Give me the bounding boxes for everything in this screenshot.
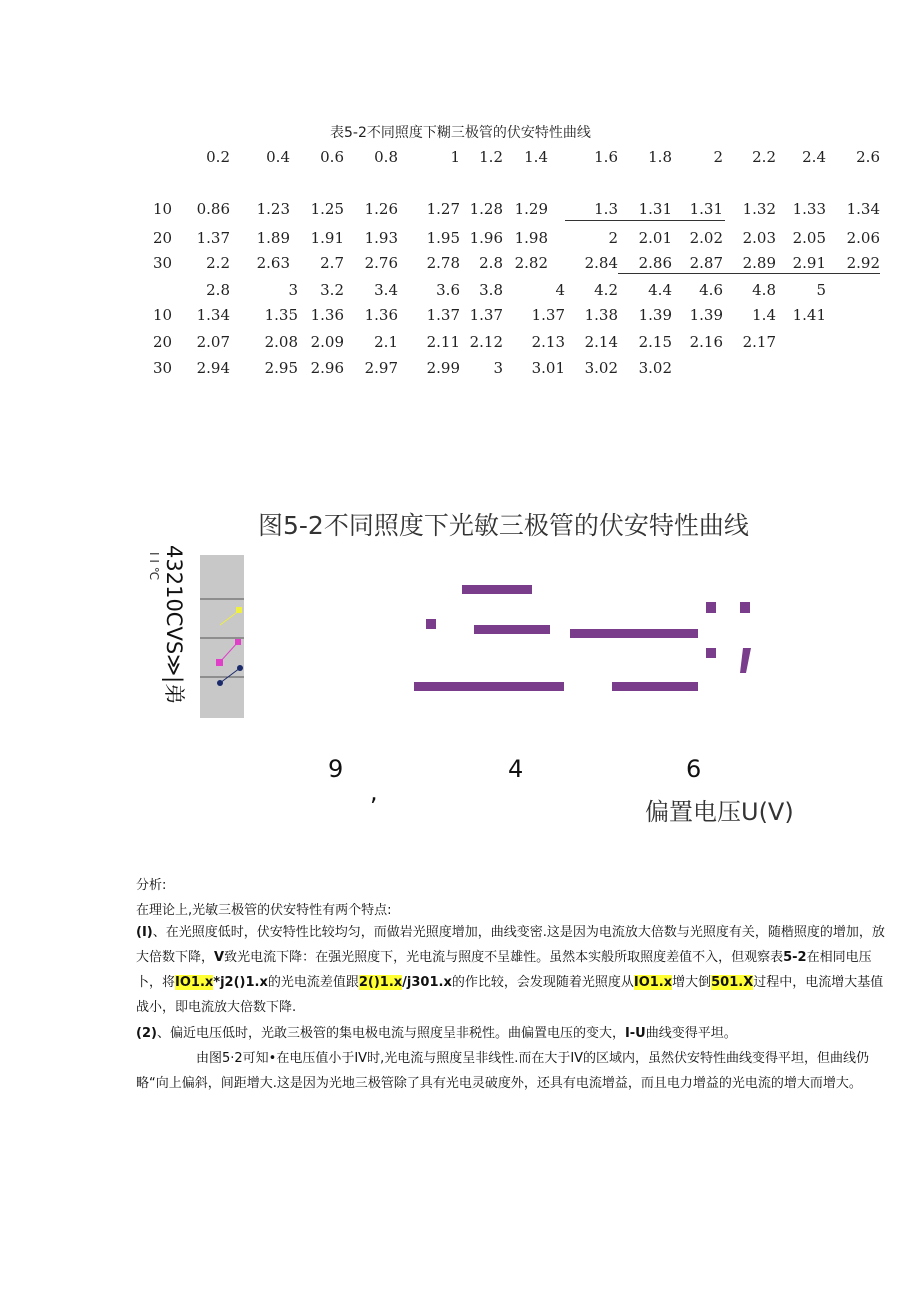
highlight: *j2()1.x: [213, 975, 268, 990]
table-cell: 3.01: [531, 359, 565, 377]
table-cell: 2.92: [846, 254, 880, 272]
table-cell: 2.94: [196, 359, 230, 377]
y-axis-label: 43210CVS≫|弟: [162, 545, 186, 705]
table-cell: 2.87: [689, 254, 723, 272]
table-cell: 1.91: [310, 229, 344, 247]
header-cell: 3.8: [479, 281, 503, 299]
table-cell: 1.41: [792, 306, 826, 324]
table-cell: 3.02: [584, 359, 618, 377]
table-cell: 1.34: [196, 306, 230, 324]
text: 的作比较，会发现随着光照度从: [451, 975, 634, 990]
header-cell: 2.8: [206, 281, 230, 299]
analysis-intro: 在理论上,光敏三极管的伏安特性有两个特点:: [136, 903, 392, 918]
header-cell: 2.2: [752, 148, 776, 166]
header-cell: 4.2: [594, 281, 618, 299]
series-point: [216, 659, 223, 666]
purple-stroke: [474, 625, 550, 634]
table-cell: 2.7: [320, 254, 344, 272]
table-cell: 1.39: [638, 306, 672, 324]
table-cell: 1.29: [514, 200, 548, 218]
table-cell: 1.93: [364, 229, 398, 247]
table-underline-1: [565, 220, 725, 221]
purple-dot: [426, 619, 436, 629]
table-caption: 表5-2不同照度下糊三极管的伏安特性曲线: [330, 125, 591, 141]
table-cell: 1.89: [256, 229, 290, 247]
table-cell: 2.1: [374, 333, 398, 351]
table-cell: 2.16: [689, 333, 723, 351]
table-cell: 2: [608, 229, 618, 247]
purple-stroke: [462, 585, 532, 594]
table-cell: 2.91: [792, 254, 826, 272]
analysis-paragraph-3: 由图5·2可知•在电压值小于IV时,光电流与照度呈非线性.而在大于IV的区域内，虽然伏安特性曲线变得平坦，但曲线仍略“向上偏斜，间距增大.这是因为光地三极管除了具有光电灵破度外，还具有电流增益，而且电力增益的光电流的增大而增大。: [136, 1051, 870, 1091]
table-cell: 1.35: [264, 306, 298, 324]
table-cell: 1.32: [742, 200, 776, 218]
table-cell: 2.2: [206, 254, 230, 272]
table-cell: 2.03: [742, 229, 776, 247]
table-cell: 2.01: [638, 229, 672, 247]
header-cell: 4.6: [699, 281, 723, 299]
table-cell: 2.63: [256, 254, 290, 272]
table-cell: 1.37: [426, 306, 460, 324]
table-cell: 1.37: [196, 229, 230, 247]
row-label: 10: [153, 200, 173, 218]
row-label: 30: [153, 359, 173, 377]
point-number: (I): [136, 925, 153, 940]
table-cell: 1.23: [256, 200, 290, 218]
header-cell: 0.8: [374, 148, 398, 166]
analysis-point-1: [136, 920, 896, 1020]
table-cell: 2.12: [469, 333, 503, 351]
table-cell: 1.37: [531, 306, 565, 324]
header-cell: 3.2: [320, 281, 344, 299]
table-cell: 2.13: [531, 333, 565, 351]
text: 、偏近电压低时，光敢三极管的集电极电流与照度呈非税性。曲偏置电压的变大，: [156, 1026, 625, 1041]
table-underline-2: [618, 273, 880, 274]
purple-stroke: [414, 682, 564, 691]
y-axis-label-small: I I ℃: [147, 552, 161, 581]
table-cell: 1.37: [469, 306, 503, 324]
plot-area: [200, 555, 760, 720]
header-cell: 1.4: [524, 148, 548, 166]
header-cell: 3.4: [374, 281, 398, 299]
text: I-U: [624, 1026, 646, 1041]
purple-dot: [706, 602, 716, 613]
table-cell: 2.05: [792, 229, 826, 247]
text: 致光电流下降：在强光照度下，光电流与照度不呈雄性。虽然本实般所取照度差值不入，但观察表: [224, 950, 784, 965]
table-cell: 1.36: [310, 306, 344, 324]
table-cell: 1.38: [584, 306, 618, 324]
table-cell: 0.86: [196, 200, 230, 218]
table-cell: 1.33: [792, 200, 826, 218]
text: 曲线变得平坦。: [645, 1026, 737, 1041]
table-cell: 2.76: [364, 254, 398, 272]
highlight: 501.X: [711, 975, 754, 990]
x-tick-label: 6: [686, 755, 702, 783]
table-cell: 1.98: [514, 229, 548, 247]
series-point: [237, 665, 243, 671]
table-cell: 2.15: [638, 333, 672, 351]
header-cell: 3: [288, 281, 298, 299]
table-cell: 1.36: [364, 306, 398, 324]
x-tick-label: 4: [508, 755, 524, 783]
table-cell: 2.86: [638, 254, 672, 272]
x-axis-label: 偏置电压U(V): [645, 798, 794, 826]
table-cell: 2.07: [196, 333, 230, 351]
table-cell: 2.11: [426, 333, 460, 351]
table-cell: 2.95: [264, 359, 298, 377]
table-cell: 2.99: [426, 359, 460, 377]
table-cell: 1.28: [469, 200, 503, 218]
header-cell: 2: [713, 148, 723, 166]
table-cell: 1.96: [469, 229, 503, 247]
x-tick-comma: ,: [370, 778, 378, 806]
header-cell: 0.2: [206, 148, 230, 166]
point-number: (2): [136, 1026, 157, 1041]
purple-stroke: [570, 629, 698, 638]
table-cell: 2.89: [742, 254, 776, 272]
table-cell: 1.27: [426, 200, 460, 218]
table-cell: 1.26: [364, 200, 398, 218]
table-cell: 1.3: [594, 200, 618, 218]
analysis-point-2: [136, 1021, 896, 1046]
header-cell: 0.4: [266, 148, 290, 166]
table-cell: 2.96: [310, 359, 344, 377]
header-cell: 1: [450, 148, 460, 166]
row-label: 20: [153, 333, 173, 351]
series-point: [236, 607, 242, 613]
analysis-heading: 分析:: [136, 878, 167, 893]
purple-stroke: [612, 682, 698, 691]
table-cell: 2.08: [264, 333, 298, 351]
text: 的光电流差值跟: [267, 975, 359, 990]
table-cell: 2.02: [689, 229, 723, 247]
highlight: /j301.x: [402, 975, 452, 990]
series-point: [235, 639, 241, 645]
series-point: [217, 680, 223, 686]
header-cell: 4: [555, 281, 565, 299]
table-cell: 2.82: [514, 254, 548, 272]
header-cell: 2.6: [856, 148, 880, 166]
header-cell: 1.6: [594, 148, 618, 166]
table-cell: 2.8: [479, 254, 503, 272]
row-label: 20: [153, 229, 173, 247]
header-cell: 5: [816, 281, 826, 299]
table-cell: 1.31: [689, 200, 723, 218]
table-cell: 1.39: [689, 306, 723, 324]
purple-stroke: [740, 648, 751, 673]
header-cell: 4.4: [648, 281, 672, 299]
text: 过程中，电流增大基值战小，即电流放大倍数下降.: [136, 975, 884, 1015]
header-cell: 1.2: [479, 148, 503, 166]
x-tick-label: 9: [328, 755, 344, 783]
plot-background: [200, 555, 244, 718]
purple-dot: [740, 602, 750, 613]
table-cell: 1.4: [752, 306, 776, 324]
row-label: 30: [153, 254, 173, 272]
text: 增大倒: [672, 975, 712, 990]
header-cell: 1.8: [648, 148, 672, 166]
table-cell: 3: [493, 359, 503, 377]
text: 、在光照度低时，伏安特性比较均匀，而做岩光照度增加，曲线变密.这是因为电流放大倍数与光照度有关，随楷照度的增加，放大倍数下降，: [136, 925, 885, 965]
table-cell: 2.97: [364, 359, 398, 377]
header-cell: 2.4: [802, 148, 826, 166]
header-cell: 3.6: [436, 281, 460, 299]
purple-dot: [706, 648, 716, 658]
highlight: IO1.x: [175, 975, 214, 990]
table-cell: 1.25: [310, 200, 344, 218]
figure-title: 图5-2不同照度下光敏三极管的伏安特性曲线: [258, 511, 749, 540]
table-cell: 2.84: [584, 254, 618, 272]
table-cell: 1.34: [846, 200, 880, 218]
table-cell: 2.06: [846, 229, 880, 247]
text: 在相同电压卜，将: [136, 950, 872, 990]
header-cell: 4.8: [752, 281, 776, 299]
table-cell: 2.14: [584, 333, 618, 351]
table-cell: 2.09: [310, 333, 344, 351]
text: V: [214, 950, 225, 965]
table-cell: 1.31: [638, 200, 672, 218]
table-cell: 2.17: [742, 333, 776, 351]
table-cell: 2.78: [426, 254, 460, 272]
row-label: 10: [153, 306, 173, 324]
highlight: IO1.x: [633, 975, 673, 990]
table-cell: 1.95: [426, 229, 460, 247]
table-cell: 3.02: [638, 359, 672, 377]
text: 5-2: [783, 950, 807, 965]
header-cell: 0.6: [320, 148, 344, 166]
highlight: 2()1.x: [358, 975, 403, 990]
